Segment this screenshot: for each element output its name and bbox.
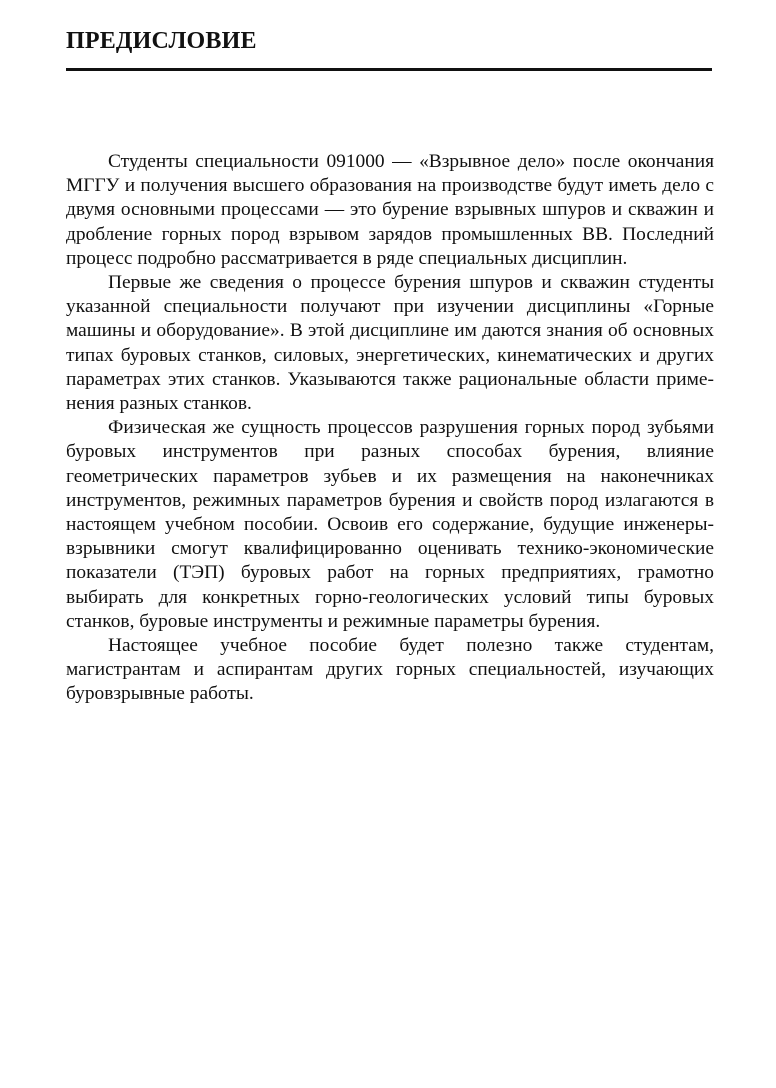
title-underline-rule <box>66 68 712 71</box>
preface-paragraph-3: Физическая же сущность процессов разрушения горных пород зубьями буровых инструментов при разных способах бурения, влияние геометрических параметров зубьев и их размещения на наконечниках инструментов, режимных параметров бурения и свойств пород излагаются в настоящем учебном пособии. Освоив его содержание, будущие инженеры-взрывники смогут квалифицированно оценивать технико-экономические показатели (ТЭП) буровых работ на горных предприятиях, грамотно выбирать для конкретных горно-геологических условий типы буровых станков, буровые инструменты и режимные параметры бурения. <box>66 417 714 632</box>
preface-paragraph-1: Студенты специальности 091000 — «Взрывное дело» после окончания МГГУ и получения высшего образования на производстве будут иметь дело с двумя основными процессами — это бурение взрывных шпуров и скважин и дробление горных пород взрывом зарядов промышленных ВВ. Последний процесс подробно рассматривается в ряде специальных дисциплин. <box>66 151 714 269</box>
page-title: ПРЕДИСЛОВИЕ <box>66 28 257 54</box>
preface-paragraph-2: Первые же сведения о процессе бурения шпуров и скважин студенты указанной специальности получают при изучении дисциплины «Горные машины и оборудование». В этой дисциплине им даются знания об основных типах буровых станков, силовых, энергетических, кинематических и других параметрах этих станков. Указываются также рациональные области применения разных станков. <box>66 272 714 415</box>
preface-paragraph-4: Настоящее учебное пособие будет полезно также студентам, магистрантам и аспирантам других горных специальностей, изучающих буровзрывные работы. <box>66 635 714 705</box>
preface-body <box>66 150 714 707</box>
